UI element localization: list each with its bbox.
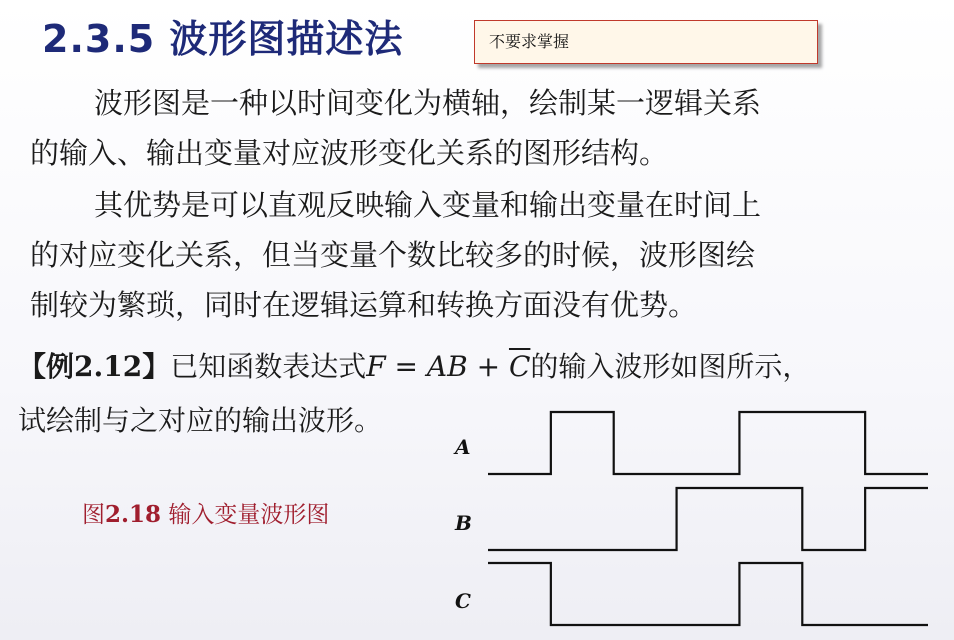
signal-label-a: A bbox=[455, 435, 471, 459]
paragraph-2-line-3: 制较为繁琐，同时在逻辑运算和转换方面没有优势。 bbox=[30, 288, 698, 322]
caption-text: 输入变量波形图 bbox=[161, 502, 330, 528]
signal-label-c: C bbox=[455, 589, 471, 613]
note-box: 不要求掌握 bbox=[474, 20, 818, 64]
waveform-a bbox=[488, 412, 928, 474]
paragraph-2-line-1: 其优势是可以直观反映输入变量和输出变量在时间上 bbox=[94, 188, 762, 222]
formula-c-bar: $\overline{C}$ bbox=[508, 350, 531, 383]
example-label: 【例2.12】 bbox=[18, 350, 171, 383]
page-title: 2.3.5 波形图描述法 bbox=[42, 17, 404, 61]
formula-lhs: F = AB + bbox=[366, 350, 509, 383]
waveform-c bbox=[488, 563, 928, 625]
paragraph-2-line-2: 的对应变化关系，但当变量个数比较多的时候，波形图绘 bbox=[30, 238, 756, 272]
caption-prefix: 图 bbox=[82, 502, 105, 528]
example-pre: 已知函数表达式 bbox=[170, 350, 367, 383]
waveform-b bbox=[488, 488, 928, 550]
signal-label-b: B bbox=[455, 511, 472, 535]
paragraph-1-line-1: 波形图是一种以时间变化为横轴，绘制某一逻辑关系 bbox=[94, 86, 762, 120]
caption-number: 2.18 bbox=[105, 501, 162, 528]
example-post: 的输入波形如图所示， bbox=[530, 350, 811, 383]
paragraph-1-line-2: 的输入、输出变量对应波形变化关系的图形结构。 bbox=[30, 136, 669, 170]
example-line-2: 试绘制与之对应的输出波形。 bbox=[18, 404, 383, 437]
